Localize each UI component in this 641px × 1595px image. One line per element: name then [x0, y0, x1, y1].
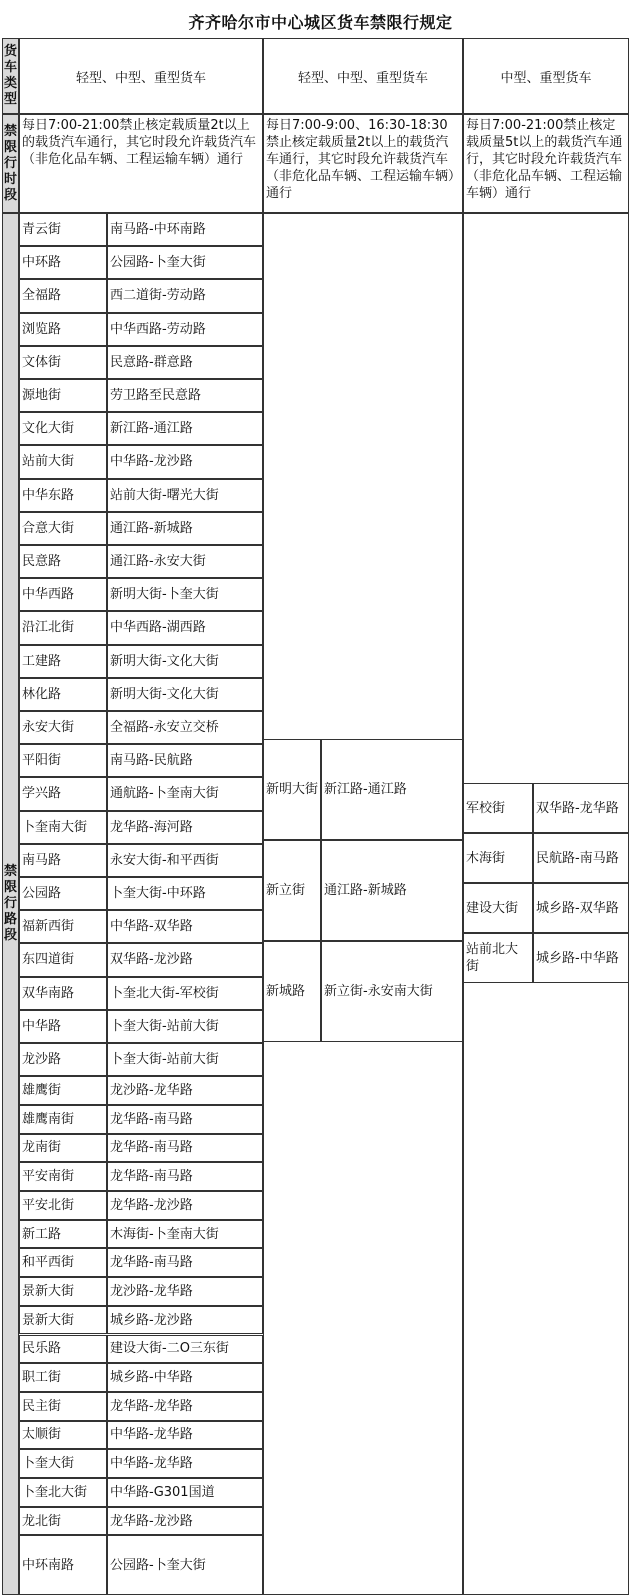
street-name-cell: 民乐路 — [19, 1335, 107, 1364]
road-range-cell: 卜奎大街-中环路 — [107, 877, 263, 910]
street-name-cell: 合意大街 — [19, 512, 107, 545]
street-name-cell: 平安南街 — [19, 1162, 107, 1191]
road-range-cell: 建设大街-二O三东街 — [107, 1335, 263, 1364]
vehicle-type-label: 货车类型 — [3, 44, 17, 107]
street-name-cell: 文体街 — [19, 346, 107, 379]
road-range-cell: 龙华路-龙沙路 — [107, 1191, 263, 1220]
street-name-cell: 中华东路 — [19, 479, 107, 512]
street-name-cell: 文化大街 — [19, 412, 107, 445]
street-name-cell: 景新大街 — [19, 1277, 107, 1306]
road-range-cell: 中华路-龙华路 — [107, 1421, 263, 1450]
time-period-label: 禁限行时段 — [3, 123, 17, 203]
road-range-cell: 通江路-新城路 — [107, 512, 263, 545]
street-name-cell: 中华路 — [19, 1010, 107, 1043]
road-range-cell: 通江路-永安大街 — [107, 545, 263, 578]
street-name-cell: 工建路 — [19, 645, 107, 678]
road-range-cell: 双华路-龙华路 — [533, 783, 629, 833]
road-range-cell: 南马路-中环南路 — [107, 213, 263, 246]
street-name-cell: 新明大街 — [263, 739, 321, 840]
road-range-cell: 龙沙路-龙华路 — [107, 1076, 263, 1105]
time-period-label-cell — [2, 114, 19, 213]
road-range-cell: 公园路-卜奎大街 — [107, 246, 263, 279]
street-name-cell: 卜奎大街 — [19, 1449, 107, 1478]
street-name-cell: 平安北街 — [19, 1191, 107, 1220]
road-range-cell: 南马路-民航路 — [107, 744, 263, 777]
street-name-cell: 中环南路 — [19, 1535, 107, 1595]
road-range-cell: 城乡路-中华路 — [107, 1363, 263, 1392]
street-name-cell: 站前大街 — [19, 445, 107, 478]
road-range-cell: 龙沙路-龙华路 — [107, 1277, 263, 1306]
street-name-cell: 东四道街 — [19, 943, 107, 976]
road-range-cell: 新明大街-文化大街 — [107, 645, 263, 678]
road-range-cell: 龙华路-南马路 — [107, 1105, 263, 1134]
street-name-cell: 卜奎北大街 — [19, 1478, 107, 1507]
road-range-cell: 通江路-新城路 — [321, 840, 463, 941]
street-name-cell: 景新大街 — [19, 1306, 107, 1335]
road-range-cell: 龙华路-南马路 — [107, 1248, 263, 1277]
street-name-cell: 中华西路 — [19, 578, 107, 611]
street-name-cell: 公园路 — [19, 877, 107, 910]
time-description-2: 每日7:00-9:00、16:30-18:30禁止核定载质量2t以上的载货汽车通行，其它时段允许载货汽车（非危化品车辆、工程运输车辆）通行 — [263, 114, 463, 213]
page-title: 齐齐哈尔市中心城区货车禁限行规定 — [188, 13, 453, 32]
road-range-cell: 新江路-通江路 — [107, 412, 263, 445]
road-range-cell: 中华路-龙华路 — [107, 1449, 263, 1478]
street-name-cell: 平阳街 — [19, 744, 107, 777]
street-name-cell: 新立街 — [263, 840, 321, 941]
street-name-cell: 新城路 — [263, 941, 321, 1042]
street-name-cell: 青云街 — [19, 213, 107, 246]
column-header-2: 轻型、中型、重型货车 — [263, 38, 463, 114]
road-range-cell: 龙华路-海河路 — [107, 811, 263, 844]
road-range-cell: 站前大街-曙光大街 — [107, 479, 263, 512]
street-name-cell: 沿江北街 — [19, 611, 107, 644]
street-name-cell: 站前北大街 — [463, 933, 533, 983]
street-name-cell: 职工街 — [19, 1363, 107, 1392]
road-range-cell: 公园路-卜奎大街 — [107, 1535, 263, 1595]
time-description-1: 每日7:00-21:00禁止核定载质量2t以上的载货汽车通行，其它时段允许载货汽车（非危化品车辆、工程运输车辆）通行 — [19, 114, 263, 213]
road-range-cell: 龙华路-龙华路 — [107, 1392, 263, 1421]
street-name-cell: 福新西街 — [19, 910, 107, 943]
road-range-cell: 新明大街-卜奎大街 — [107, 578, 263, 611]
street-name-cell: 南马路 — [19, 844, 107, 877]
street-name-cell: 永安大街 — [19, 711, 107, 744]
vehicle-type-label-cell — [2, 38, 19, 114]
street-name-cell: 全福路 — [19, 279, 107, 312]
road-range-cell: 城乡路-龙沙路 — [107, 1306, 263, 1335]
road-range-cell: 龙华路-龙沙路 — [107, 1507, 263, 1536]
road-range-cell: 中华路-双华路 — [107, 910, 263, 943]
street-name-cell: 太顺街 — [19, 1421, 107, 1450]
road-section-label-cell — [2, 213, 19, 1595]
street-name-cell: 木海街 — [463, 833, 533, 883]
street-name-cell: 建设大街 — [463, 883, 533, 933]
street-name-cell: 新工路 — [19, 1220, 107, 1249]
road-range-cell: 龙华路-南马路 — [107, 1134, 263, 1163]
road-range-cell: 卜奎大街-站前大街 — [107, 1010, 263, 1043]
road-range-cell: 中华西路-劳动路 — [107, 313, 263, 346]
street-name-cell: 卜奎南大街 — [19, 811, 107, 844]
road-range-cell: 民航路-南马路 — [533, 833, 629, 883]
street-name-cell: 军校街 — [463, 783, 533, 833]
road-range-cell: 通航路-卜奎南大街 — [107, 777, 263, 810]
road-range-cell: 西二道街-劳动路 — [107, 279, 263, 312]
time-description-3: 每日7:00-21:00禁止核定载质量5t以上的载货汽车通行，其它时段允许载货汽车（非危化品车辆、工程运输车辆）通行 — [463, 114, 629, 213]
road-range-cell: 双华路-龙沙路 — [107, 943, 263, 976]
road-section-label: 禁限行路段 — [3, 864, 17, 943]
road-range-cell: 永安大街-和平西街 — [107, 844, 263, 877]
column-header-3: 中型、重型货车 — [463, 38, 629, 114]
street-name-cell: 民主街 — [19, 1392, 107, 1421]
road-range-cell: 新江路-通江路 — [321, 739, 463, 840]
road-range-cell: 龙华路-南马路 — [107, 1162, 263, 1191]
road-range-cell: 新明大街-文化大街 — [107, 678, 263, 711]
road-range-cell: 中华路-龙沙路 — [107, 445, 263, 478]
road-range-cell: 城乡路-中华路 — [533, 933, 629, 983]
street-name-cell: 中环路 — [19, 246, 107, 279]
street-name-cell: 龙南街 — [19, 1134, 107, 1163]
road-range-cell: 卜奎大街-站前大街 — [107, 1043, 263, 1076]
street-name-cell: 双华南路 — [19, 977, 107, 1010]
road-range-cell: 卜奎北大街-军校街 — [107, 977, 263, 1010]
street-name-cell: 龙北街 — [19, 1507, 107, 1536]
road-range-cell: 新立街-永安南大街 — [321, 941, 463, 1042]
road-range-cell: 全福路-永安立交桥 — [107, 711, 263, 744]
road-range-cell: 中华路-G301国道 — [107, 1478, 263, 1507]
street-name-cell: 雄鹰街 — [19, 1076, 107, 1105]
street-name-cell: 学兴路 — [19, 777, 107, 810]
street-name-cell: 龙沙路 — [19, 1043, 107, 1076]
road-range-cell: 城乡路-双华路 — [533, 883, 629, 933]
street-name-cell: 和平西街 — [19, 1248, 107, 1277]
street-name-cell: 民意路 — [19, 545, 107, 578]
street-name-cell: 浏览路 — [19, 313, 107, 346]
street-name-cell: 雄鹰南街 — [19, 1105, 107, 1134]
column-header-1: 轻型、中型、重型货车 — [19, 38, 263, 114]
road-range-cell: 中华西路-湖西路 — [107, 611, 263, 644]
road-range-cell: 劳卫路至民意路 — [107, 379, 263, 412]
road-range-cell: 民意路-群意路 — [107, 346, 263, 379]
road-range-cell: 木海街-卜奎南大街 — [107, 1220, 263, 1249]
street-name-cell: 源地街 — [19, 379, 107, 412]
street-name-cell: 林化路 — [19, 678, 107, 711]
